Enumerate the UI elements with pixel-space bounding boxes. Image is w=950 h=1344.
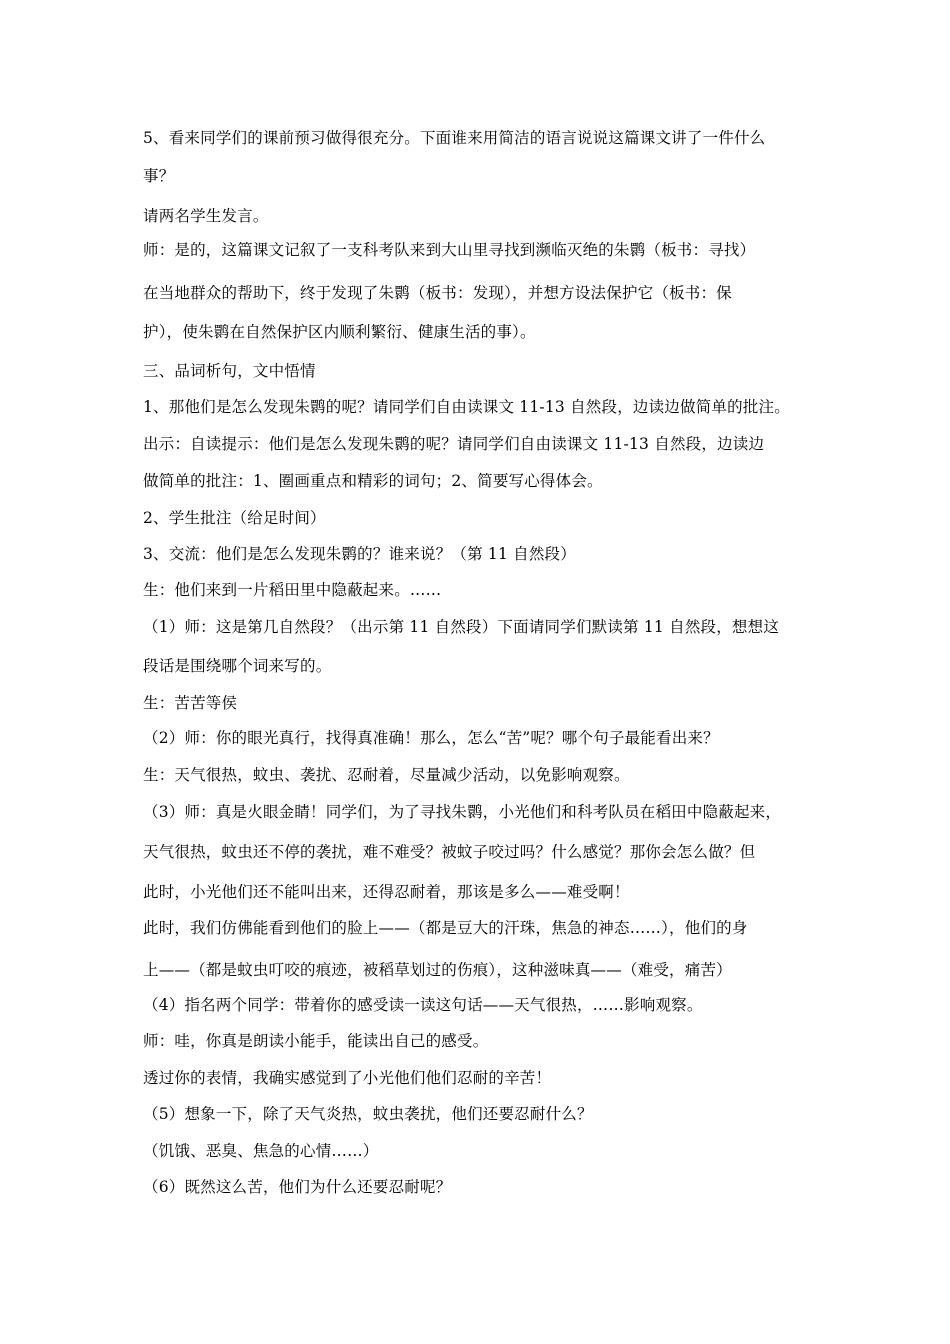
text-line: （6）既然这么苦，他们为什么还要忍耐呢？ [143,1178,452,1196]
text-line: 事？ [143,167,175,185]
section-heading: 三、品词析句，文中悟情 [143,362,316,380]
text-line: 出示：自读提示：他们是怎么发现朱鹮的呢？请同学们自由读课文 11-13 自然段，边读边 [143,435,765,453]
text-line: （3）师：真是火眼金睛！同学们，为了寻找朱鹮，小光他们和科考队员在稻田中隐蔽起来， [143,803,782,821]
text-line: 师：哇，你真是朗读小能手，能读出自己的感受。 [143,1032,489,1050]
text-line: （4）指名两个同学：带着你的感受读一读这句话——天气很热，……影响观察。 [143,996,703,1014]
text-line: （1）师：这是第几自然段？（出示第 11 自然段）下面请同学们默读第 11 自然段，想想这 [143,618,780,636]
text-line: 生：苦苦等侯 [143,694,238,712]
text-line: 天气很热，蚊虫还不停的袭扰，难不难受？被蚊子咬过吗？什么感觉？那你会怎么做？但 [143,843,756,861]
text-line: 透过你的表情，我确实感觉到了小光他们他们忍耐的辛苦！ [143,1069,552,1087]
text-line: （2）师：你的眼光真行，找得真准确！那么，怎么“苦”呢？哪个句子最能看出来？ [143,729,719,747]
text-line: 护），使朱鹮在自然保护区内顺利繁衍、健康生活的事）。 [143,323,536,341]
text-line: 生：天气很热，蚊虫、袭扰、忍耐着，尽量减少活动，以免影响观察。 [143,766,630,784]
text-line: 2、学生批注（给足时间） [143,509,326,527]
text-line: 5、看来同学们的课前预习做得很充分。下面谁来用简洁的语言说说这篇课文讲了一件什么 [143,129,766,147]
text-line: 1、那他们是怎么发现朱鹮的呢？请同学们自由读课文 11-13 自然段，边读边做简单的批注。 [143,398,790,416]
text-line: 师：是的，这篇课文记叙了一支科考队来到大山里寻找到濒临灭绝的朱鹮（板书：寻找） [143,241,756,259]
text-line: 此时，小光他们还不能叫出来，还得忍耐着，那该是多么——难受啊！ [143,883,630,901]
text-line: （饥饿、恶臭、焦急的心情……） [143,1142,379,1160]
text-line: （5）想象一下，除了天气炎热，蚊虫袭扰，他们还要忍耐什么？ [143,1105,593,1123]
text-line: 做简单的批注：1、圈画重点和精彩的词句；2、简要写心得体会。 [143,472,603,490]
text-line: 此时，我们仿佛能看到他们的脸上——（都是豆大的汗珠，焦急的神态……），他们的身 [143,919,748,937]
text-line: 上——（都是蚊虫叮咬的痕迹，被稻草划过的伤痕），这种滋味真——（难受，痛苦） [143,961,732,979]
text-line: 生：他们来到一片稻田里中隐蔽起来。…… [143,581,442,599]
text-line: 请两名学生发言。 [143,207,269,225]
text-line: 段话是围绕哪个词来写的。 [143,657,332,675]
text-line: 在当地群众的帮助下，终于发现了朱鹮（板书：发现），并想方设法保护它（板书：保 [143,284,732,302]
text-line: 3、交流：他们是怎么发现朱鹮的？谁来说？（第 11 自然段） [143,545,576,563]
